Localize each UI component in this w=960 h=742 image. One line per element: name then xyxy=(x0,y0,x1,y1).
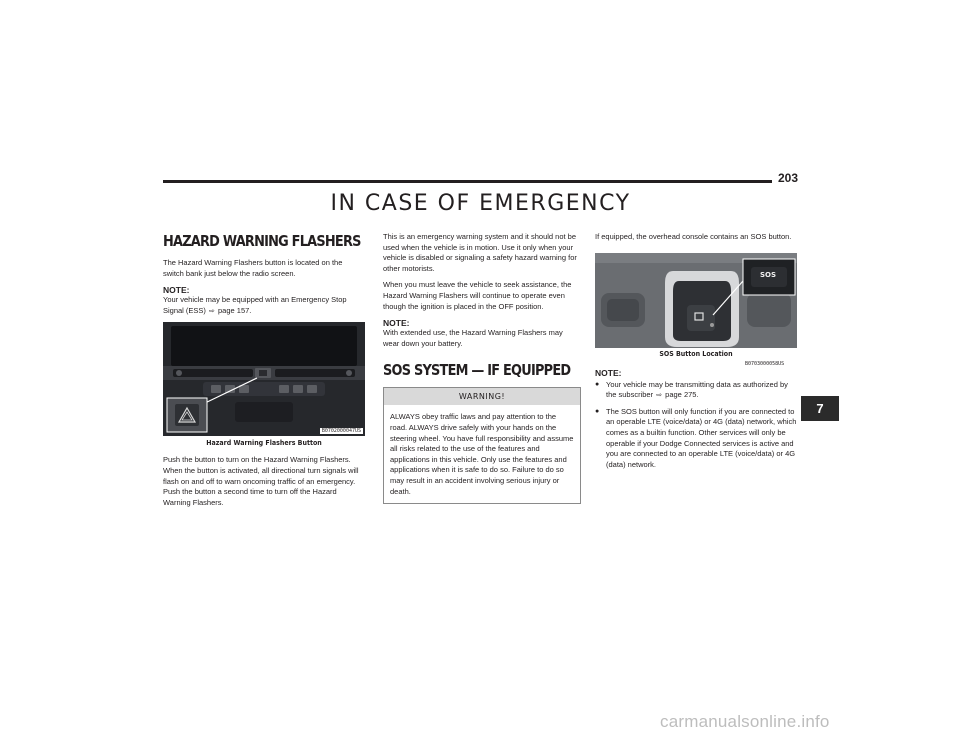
hazard-figure xyxy=(163,322,365,447)
hazard-intro: The Hazard Warning Flashers button is located on the switch bank just below the radio screen. xyxy=(163,258,343,278)
chapter-tab[interactable]: 7 xyxy=(801,396,839,421)
emergency-system-text: This is an emergency warning system and it should not be used when the vehicle is in motion. Use it only when your vehicle is disabled or signaling a safety hazard warning for other motorists. xyxy=(383,232,577,273)
hazard-figure-caption: Hazard Warning Flashers Button xyxy=(206,439,322,448)
sos-bullet-2-text: The SOS button will only function if you are connected to an operable LTE (voice/data) or 4G (data) network, which comes as a builtin function. Other services will only be operable if your Dodge Connected services is active and you are connected to an operable LTE (voice/data) or 4G (data) network. xyxy=(606,406,797,469)
bullet-icon: ● xyxy=(595,380,600,388)
sos-note-label: NOTE: xyxy=(595,367,622,378)
sos-bullet-1-page-link[interactable]: page 275. xyxy=(665,390,699,400)
column-hazard xyxy=(163,232,365,514)
header-rule xyxy=(163,180,772,183)
page-reference-arrow-icon: ⇨ xyxy=(209,306,215,315)
column-middle xyxy=(383,232,581,504)
sos-bullet-1-text: Your vehicle may be transmitting data as authorized by the subscriber xyxy=(606,379,788,400)
page-number: 203 xyxy=(777,171,798,185)
leave-vehicle-text: When you must leave the vehicle to seek assistance, the Hazard Warning Flashers will continue to operate even though the ignition is placed in the OFF position. xyxy=(383,280,572,311)
sos-button-label: SOS xyxy=(760,270,777,279)
hazard-heading: HAZARD WARNING FLASHERS xyxy=(163,232,361,250)
sos-figure xyxy=(595,253,797,367)
hazard-flashers-image xyxy=(163,322,365,436)
hazard-note-text: Your vehicle may be equipped with an Emergency Stop Signal (ESS) xyxy=(163,295,347,315)
sos-intro: If equipped, the overhead console contains an SOS button. xyxy=(595,232,792,241)
warning-title: WARNING! xyxy=(384,388,580,405)
overhead-console-illustration xyxy=(595,253,797,348)
hazard-note xyxy=(163,295,365,316)
battery-note-label: NOTE: xyxy=(383,318,410,329)
bullet-icon: ● xyxy=(595,407,600,415)
dashboard-illustration xyxy=(163,322,365,436)
page-reference-arrow-icon: ⇨ xyxy=(656,391,663,400)
battery-note-text: With extended use, the Hazard Warning Flashers may wear down your battery. xyxy=(383,328,563,348)
hazard-note-page-link[interactable]: page 157. xyxy=(218,305,252,315)
warning-box xyxy=(383,387,581,504)
list-item xyxy=(595,407,798,471)
sos-figure-caption: SOS Button Location xyxy=(659,349,733,358)
watermark: carmanualsonline.info xyxy=(660,712,830,731)
sos-heading: SOS SYSTEM — IF EQUIPPED xyxy=(383,361,571,380)
hazard-figure-id: B0702000047US xyxy=(321,428,361,435)
hazard-note-label: NOTE: xyxy=(163,285,190,296)
sos-button-image xyxy=(595,253,797,348)
sos-figure-id: B0703000058US xyxy=(745,360,785,367)
warning-text: ALWAYS obey traffic laws and pay attention to the road. ALWAYS drive safely with your hands on the steering wheel. You have full responsibility and assume all risks related to the use of the features and applications in this vehicle. Only use the features and applications when it is safe to do so. Failure to do so may result in an accident involving serious injury or death. xyxy=(390,412,574,496)
hazard-body: Push the button to turn on the Hazard Warning Flashers. When the button is activated, all directional turn signals will flash on and off to warn oncoming traffic of an emergency. Push the button a second time to turn off the Hazard Warning Flashers. xyxy=(163,455,359,507)
chapter-title: IN CASE OF EMERGENCY xyxy=(330,191,631,216)
sos-notes-list xyxy=(595,380,798,471)
column-sos xyxy=(595,232,798,476)
list-item xyxy=(595,380,798,401)
